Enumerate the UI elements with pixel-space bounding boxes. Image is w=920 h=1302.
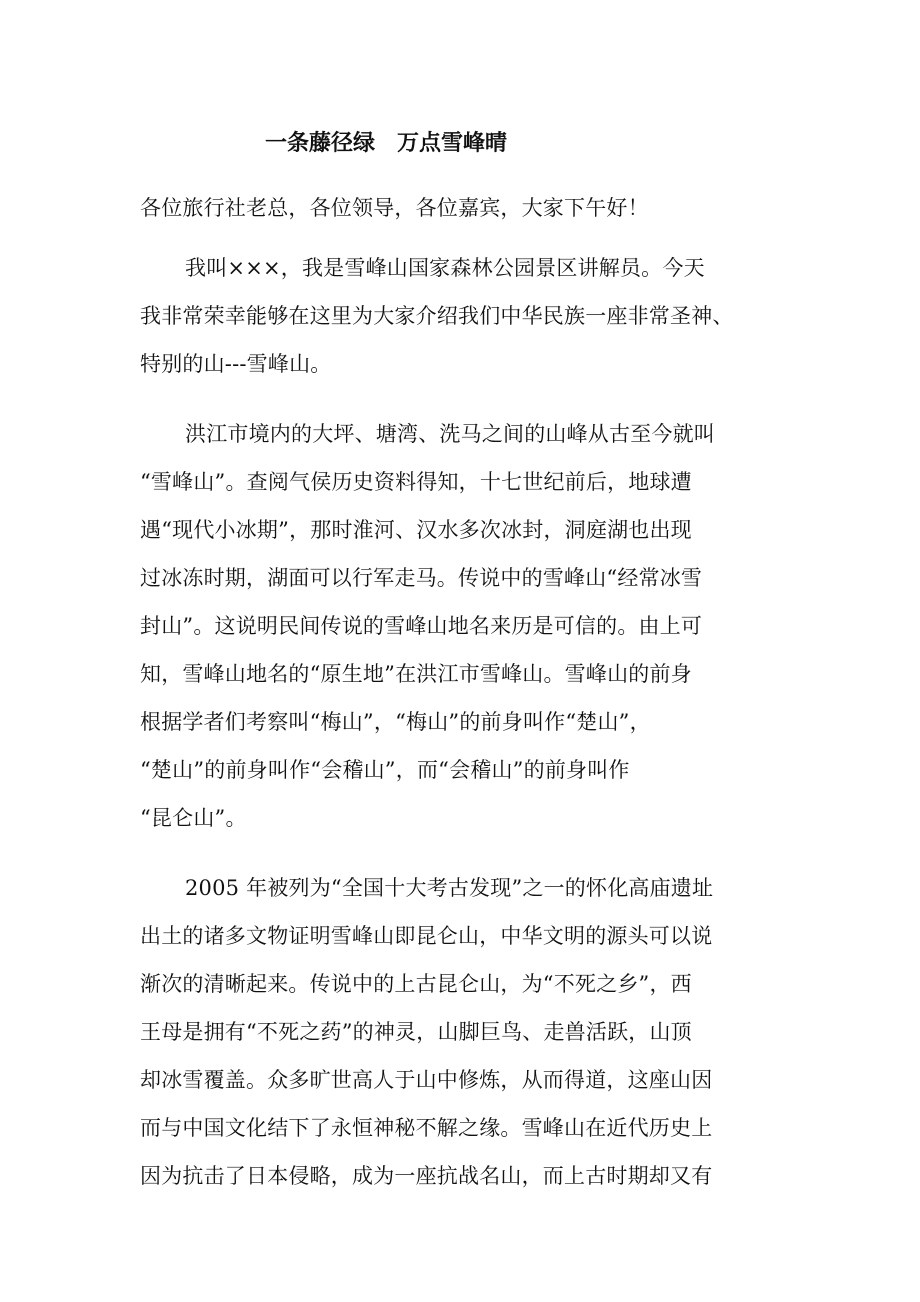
- paragraph-3-line-6: 而与中国文化结下了永恒神秘不解之缘。雪峰山在近代历史上: [140, 1116, 713, 1140]
- paragraph-2-line-2: “雪峰山”。查阅气侯历史资料得知，十七世纪前后，地球遭: [140, 470, 692, 494]
- paragraph-3-line-3: 渐次的清晰起来。传说中的上古昆仑山，为“不死之乡”，西: [140, 972, 692, 996]
- paragraph-1-line-3: 特别的山---雪峰山。: [140, 352, 332, 376]
- paragraph-3-line-7: 因为抗击了日本侵略，成为一座抗战名山，而上古时期却又有: [140, 1164, 713, 1188]
- paragraph-2-line-1: 洪江市境内的大坪、塘湾、洗马之间的山峰从古至今就叫: [185, 422, 715, 446]
- paragraph-1-line-1: 我叫×××，我是雪峰山国家森林公园景区讲解员。今天: [185, 256, 705, 280]
- paragraph-3-line-2: 出土的诸多文物证明雪峰山即昆仑山，中华文明的源头可以说: [140, 924, 713, 948]
- greeting-line: 各位旅行社老总，各位领导，各位嘉宾，大家下午好！: [140, 196, 649, 220]
- paragraph-2-line-4: 过冰冻时期，湖面可以行军走马。传说中的雪峰山“经常冰雪: [140, 566, 703, 590]
- paragraph-2-line-5: 封山”。这说明民间传说的雪峰山地名来历是可信的。由上可: [140, 614, 703, 638]
- paragraph-2-line-7: 根据学者们考察叫“梅山”，“梅山”的前身叫作“楚山”，: [140, 710, 651, 734]
- paragraph-1-line-2: 我非常荣幸能够在这里为大家介绍我们中华民族一座非常圣神、: [140, 304, 734, 328]
- paragraph-2-line-6: 知，雪峰山地名的“原生地”在洪江市雪峰山。雪峰山的前身: [140, 662, 692, 686]
- paragraph-3-line-1: 2005 年被列为“全国十大考古发现”之一的怀化高庙遗址: [185, 876, 714, 900]
- paragraph-2-line-8: “楚山”的前身叫作“会稽山”，而“会稽山”的前身叫作: [140, 758, 630, 782]
- paragraph-2-line-9: “昆仑山”。: [140, 806, 247, 830]
- paragraph-3-line-4: 王母是拥有“不死之药”的神灵，山脚巨鸟、走兽活跃，山顶: [140, 1020, 692, 1044]
- paragraph-2-line-3: 遇“现代小冰期”，那时淮河、汉水多次冰封，洞庭湖也出现: [140, 518, 692, 542]
- paragraph-3-line-5: 却冰雪覆盖。众多旷世高人于山中修炼，从而得道，这座山因: [140, 1068, 713, 1092]
- document-title: 一条藤径绿 万点雪峰晴: [265, 131, 508, 156]
